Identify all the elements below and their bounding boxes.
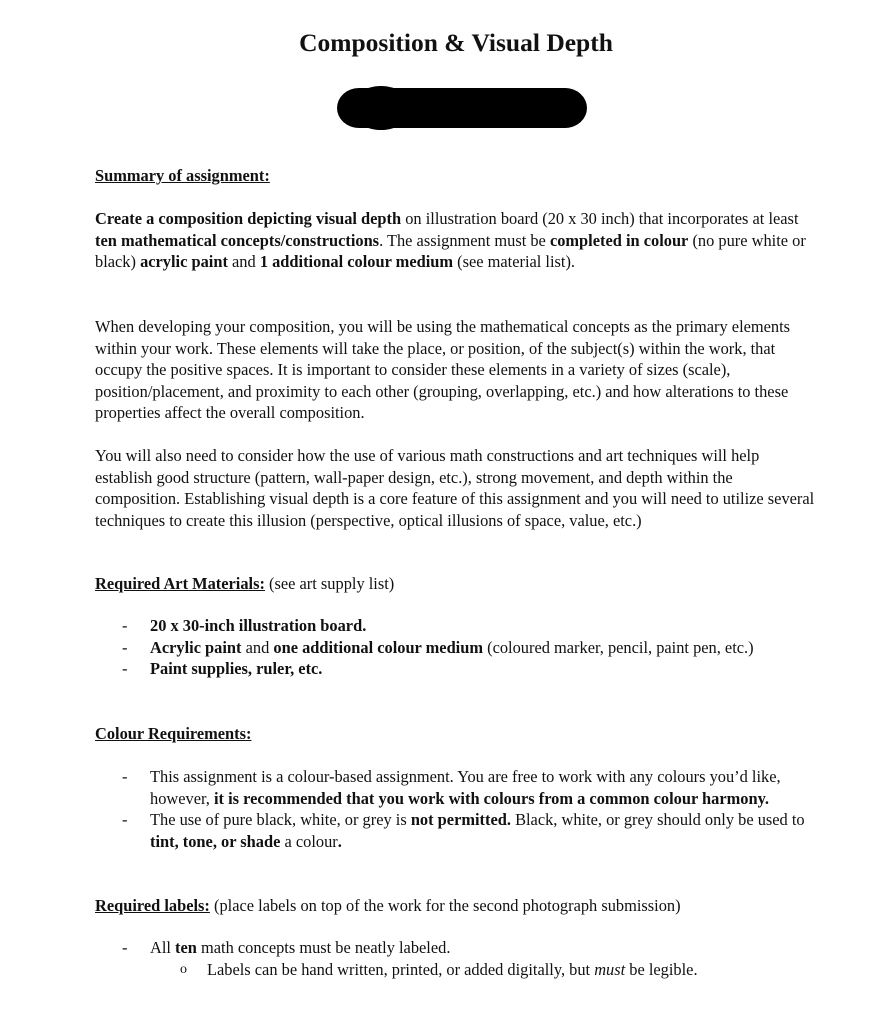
list-item	[180, 959, 820, 981]
redacted-name-mark	[337, 88, 587, 128]
labels-note: (place labels on top of the work for the second photograph submission)	[209, 896, 681, 915]
summary-paragraph-3: You will also need to consider how the use of various math constructions and art techniques will help establish good structure (pattern, wall-paper design, etc.), strong movement, and depth within the composition. Establishing visual depth is a core feature of this assignment and you will need to utilize several techniques to create this illusion (perspective, optical illusions of space, value, etc.)	[95, 446, 815, 530]
labels-list	[122, 937, 812, 959]
text-run: math concepts must be neatly labeled.	[196, 938, 451, 957]
materials-note: (see art supply list)	[264, 574, 395, 593]
labels-sublist	[180, 959, 820, 981]
materials-heading	[95, 573, 820, 595]
text-run: The use of pure black, white, or grey is	[150, 810, 411, 829]
colour-heading-text: Colour Requirements:	[95, 724, 252, 743]
list-item	[122, 615, 812, 637]
text-run: and	[241, 637, 274, 657]
text-run: (no pure white or black)	[95, 230, 806, 271]
document-title: Composition & Visual Depth	[299, 28, 613, 57]
text-run: on illustration board (20 x 30 inch) that incorporates at least	[401, 209, 799, 228]
text-run: and	[227, 252, 260, 271]
colour-list	[122, 766, 812, 852]
list-item	[122, 637, 812, 659]
text-run: All	[150, 938, 176, 957]
text-run: This assignment is a colour-based assignment. You are free to work with any colours you’d like, however,	[150, 767, 781, 808]
text-run: Black, white, or grey should only be used to	[510, 810, 805, 829]
text-run: acrylic paint	[140, 252, 228, 271]
text-run: be legible.	[625, 960, 698, 979]
text-run: not permitted.	[410, 810, 511, 829]
dash-bullet-icon: -	[122, 616, 128, 635]
text-run: a colour	[280, 831, 338, 851]
text-run: Paint supplies, ruler, etc.	[150, 659, 323, 678]
circle-bullet-icon: o	[180, 962, 187, 977]
text-run: ten	[175, 938, 197, 957]
summary-paragraph-1	[95, 208, 820, 273]
text-run: completed in colour	[549, 230, 689, 250]
text-run: 20 x 30-inch illustration board.	[150, 616, 367, 635]
dash-bullet-icon: -	[122, 659, 128, 678]
list-item	[122, 658, 812, 680]
list-item	[122, 809, 812, 852]
summary-heading	[95, 165, 820, 187]
text-run: Labels can be hand written, printed, or added digitally, but	[207, 960, 595, 979]
text-run: (coloured marker, pencil, paint pen, etc.)	[483, 637, 754, 657]
text-run: Acrylic paint	[150, 637, 242, 657]
list-item	[122, 766, 812, 809]
text-run: .	[337, 831, 342, 851]
text-run: it is recommended that you work with colours from a common colour harmony.	[213, 788, 769, 808]
text-run: . The assignment must be	[379, 230, 550, 250]
summary-paragraph-2: When developing your composition, you will be using the mathematical concepts as the primary elements within your work. These elements will take the place, or position, of the subject(s) within the work, that occupy the positive spaces. It is important to consider these elements in a variety of sizes (scale), position/placement, and proximity to each other (grouping, overlapping, etc.) and how alterations to these properties affect the overall composition.	[95, 317, 791, 422]
text-run: ten mathematical concepts/constructions	[95, 230, 380, 250]
text-run: one additional colour medium	[273, 637, 484, 657]
list-item	[122, 937, 812, 959]
text-run: tint, tone, or shade	[150, 831, 281, 851]
labels-heading-text: Required labels:	[95, 896, 210, 915]
materials-heading-text: Required Art Materials:	[95, 574, 265, 593]
colour-heading	[95, 723, 820, 745]
summary-heading-text: Summary of assignment:	[95, 166, 270, 185]
dash-bullet-icon: -	[122, 810, 128, 829]
text-run: 1 additional colour medium	[259, 252, 454, 271]
text-run: must	[594, 960, 626, 979]
labels-heading	[95, 895, 820, 917]
materials-list	[122, 615, 812, 680]
text-run: Create a composition depicting visual depth	[95, 209, 402, 228]
dash-bullet-icon: -	[122, 767, 128, 786]
dash-bullet-icon: -	[122, 637, 128, 657]
dash-bullet-icon: -	[122, 938, 128, 957]
text-run: (see material list).	[453, 252, 576, 271]
